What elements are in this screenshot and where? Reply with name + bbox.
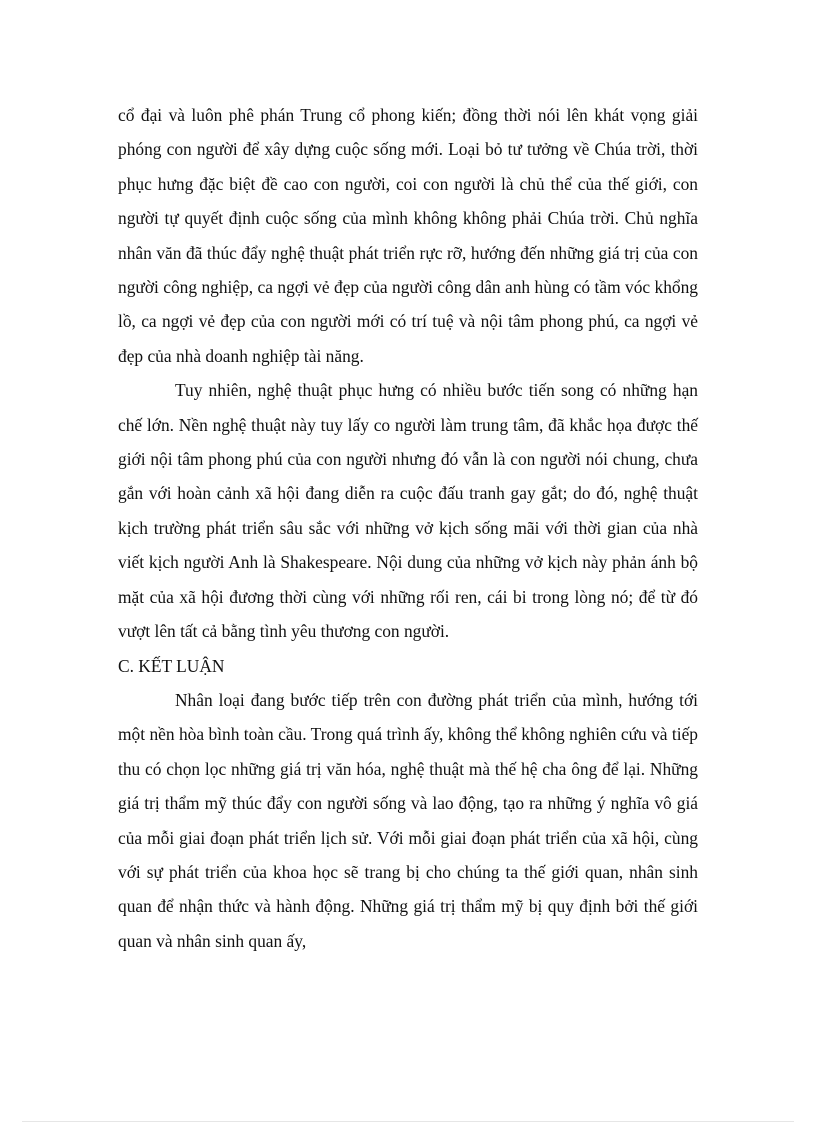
- page-bottom-edge: [22, 1121, 794, 1122]
- page-body: [118, 98, 698, 958]
- paragraph-limitations: Tuy nhiên, nghệ thuật phục hưng có nhiều bước tiến song có những hạn chế lớn. Nền nghệ thuật này tuy lấy co người làm trung tâm, đã khắc họa được thế giới nội tâm phong phú của con người nhưng đó vẫn là con người nói chung, chưa gắn với hoàn cảnh xã hội đang diễn ra cuộc đấu tranh gay gắt; do đó, nghệ thuật kịch trường phát triển sâu sắc với những vở kịch sống mãi với thời gian của nhà viết kịch người Anh là Shakespeare. Nội dung của những vở kịch này phản ánh bộ mặt của xã hội đương thời cùng với những rối ren, cái bi trong lòng nó; để từ đó vượt lên tất cả bằng tình yêu thương con người.: [118, 380, 698, 642]
- section-heading-conclusion: C. KẾT LUẬN: [118, 655, 225, 676]
- paragraph-continuation: cổ đại và luôn phê phán Trung cổ phong kiến; đồng thời nói lên khát vọng giải phóng con người để xây dựng cuộc sống mới. Loại bỏ tư tưởng về Chúa trời, thời phục hưng đặc biệt đề cao con người, coi con người là chủ thể của thế giới, con người tự quyết định cuộc sống của mình không không phải Chúa trời. Chủ nghĩa nhân văn đã thúc đẩy nghệ thuật phát triển rực rỡ, hướng đến những giá trị của con người công nghiệp, ca ngợi vẻ đẹp của người công dân anh hùng có tầm vóc khổng lồ, ca ngợi vẻ đẹp của con người mới có trí tuệ và nội tâm phong phú, ca ngợi vẻ đẹp của nhà doanh nghiệp tài năng.: [118, 105, 698, 366]
- paragraph-conclusion: Nhân loại đang bước tiếp trên con đường phát triển của mình, hướng tới một nền hòa bình toàn cầu. Trong quá trình ấy, không thể không nghiên cứu và tiếp thu có chọn lọc những giá trị văn hóa, nghệ thuật mà thế hệ cha ông để lại. Những giá trị thẩm mỹ thúc đẩy con người sống và lao động, tạo ra những ý nghĩa vô giá của mỗi giai đoạn phát triển lịch sử. Với mỗi giai đoạn phát triển của xã hội, cùng với sự phát triển của khoa học sẽ trang bị cho chúng ta thế giới quan, nhân sinh quan để nhận thức và hành động. Những giá trị thẩm mỹ bị quy định bởi thế giới quan và nhân sinh quan ấy,: [118, 689, 698, 951]
